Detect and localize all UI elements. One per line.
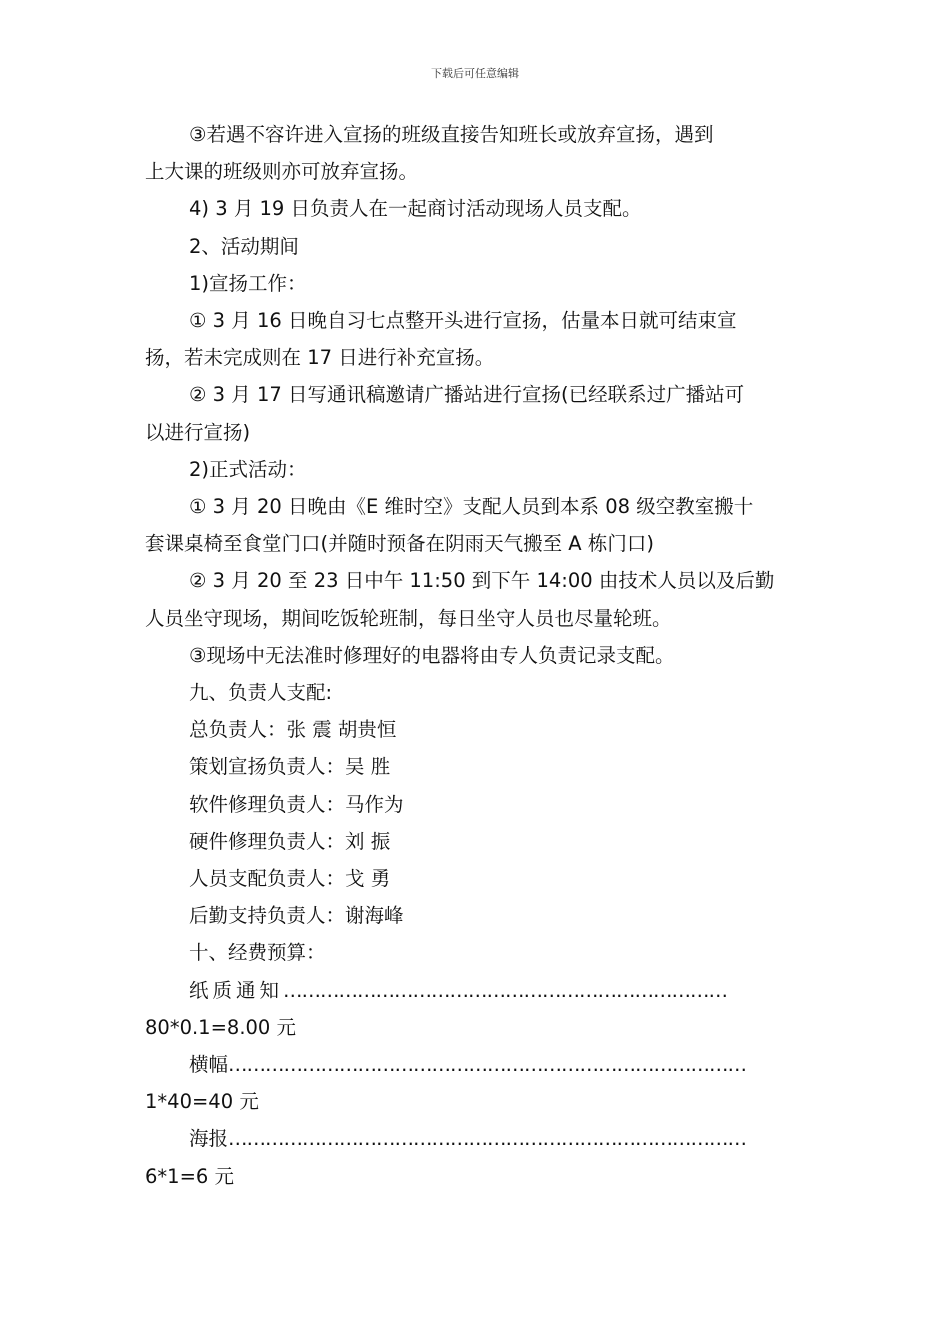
paragraph-line: 以进行宣扬): [145, 420, 251, 444]
budget-item-row: [145, 1120, 805, 1157]
paragraph-line: 人员坐守现场，期间吃饭轮班制，每日坐守人员也尽量轮班。: [145, 606, 672, 630]
person-line: 软件修理负责人：马作为: [189, 792, 404, 816]
paragraph-line: ① 3 月 20 日晚由《E 维时空》支配人员到本系 08 级空教室搬十: [189, 495, 754, 519]
paragraph-line: ① 3 月 16 日晚自习七点整开头进行宣扬，估量本日就可结束宣: [189, 309, 737, 333]
paragraph-line: ② 3 月 17 日写通讯稿邀请广播站进行宣扬(已经联系过广播站可: [189, 383, 745, 407]
section-heading: 2、活动期间: [189, 234, 299, 258]
person-line: 策划宣扬负责人：吴 胜: [189, 755, 391, 779]
paragraph-line: 套课桌椅至食堂门口(并随时预备在阴雨天气搬至 A 栋门口): [145, 532, 654, 556]
budget-item-name: 纸质通知: [189, 978, 284, 1002]
person-line: 人员支配负责人：戈 勇: [189, 867, 391, 891]
budget-amount: 80*0.1=8.00 元: [145, 1015, 297, 1039]
person-line: 总负责人：张 震 胡贵恒: [189, 718, 397, 742]
paragraph-line: ② 3 月 20 至 23 日中午 11:50 到下午 14:00 由技术人员以及后勤: [189, 569, 775, 593]
budget-item-name: 海报: [189, 1127, 229, 1151]
budget-amount: 1*40=40 元: [145, 1090, 259, 1114]
section-heading: 九、负责人支配:: [189, 681, 333, 705]
section-heading: 十、经费预算：: [189, 941, 326, 965]
budget-item-row: [145, 972, 805, 1009]
paragraph-line: ③若遇不容许进入宣扬的班级直接告知班长或放弃宣扬，遇到: [189, 123, 714, 146]
page-header-note: 下载后可任意编辑: [431, 67, 519, 80]
subsection-heading: 1)宣扬工作：: [189, 271, 307, 295]
paragraph-line: ③现场中无法准时修理好的电器将由专人负责记录支配。: [189, 643, 675, 667]
person-line: 硬件修理负责人：刘 振: [189, 829, 391, 853]
budget-leader-dots: ………………………………………………………………: [283, 978, 728, 1002]
budget-item-name: 横幅: [189, 1053, 229, 1077]
paragraph-line: 扬，若未完成则在 17 日进行补充宣扬。: [145, 346, 495, 370]
budget-amount: 6*1=6 元: [145, 1164, 235, 1188]
paragraph-line: 4) 3 月 19 日负责人在一起商讨活动现场人员支配。: [189, 197, 642, 221]
subsection-heading: 2)正式活动：: [189, 457, 307, 481]
person-line: 后勤支持负责人：谢海峰: [189, 904, 404, 928]
budget-leader-dots: …………………………………………………………………………: [228, 1053, 747, 1077]
paragraph-line: 上大课的班级则亦可放弃宣扬。: [145, 160, 419, 184]
document-body: [145, 116, 805, 1195]
budget-item-row: [145, 1046, 805, 1083]
budget-leader-dots: …………………………………………………………………………: [228, 1127, 747, 1151]
